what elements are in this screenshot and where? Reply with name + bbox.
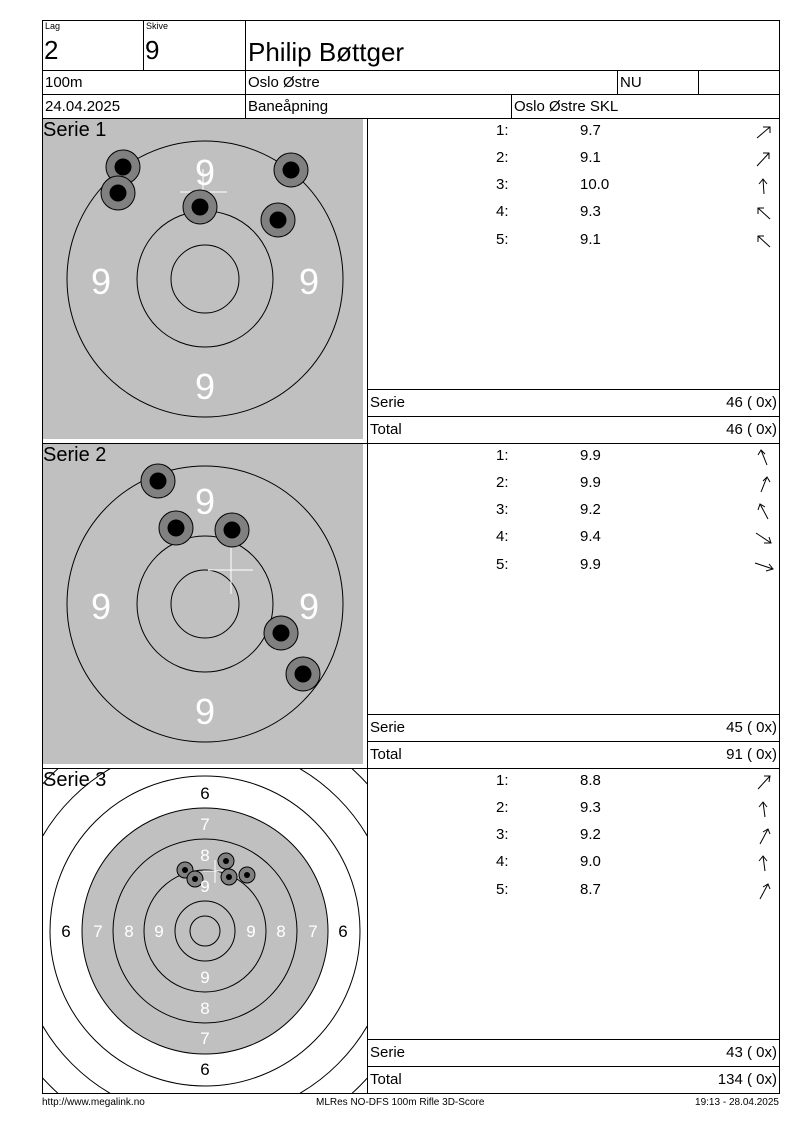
lag-label: Lag <box>45 21 61 31</box>
date-cell <box>42 94 246 119</box>
shot-number: 2: <box>496 474 509 491</box>
serie-value: 45 ( 0x) <box>726 719 777 736</box>
shot-row <box>368 474 779 494</box>
shot-number: 5: <box>496 231 509 248</box>
shot-value: 9.9 <box>580 474 601 491</box>
shot-hole <box>141 464 175 498</box>
serie-sum-row <box>368 1039 779 1066</box>
shot-number: 5: <box>496 556 509 573</box>
shot-value: 9.1 <box>580 149 601 166</box>
arrow-right-down-icon <box>753 556 775 576</box>
class-extra-cell <box>698 70 780 95</box>
ring-label-9: 9 <box>246 922 256 941</box>
shot-number: 1: <box>496 772 509 789</box>
shot-value: 9.2 <box>580 826 601 843</box>
target-face <box>43 444 368 769</box>
target-serie-2 <box>42 443 368 769</box>
arrow-up-icon <box>753 176 775 196</box>
shot-number: 4: <box>496 853 509 870</box>
skive-cell <box>143 20 246 71</box>
shot-value: 9.7 <box>580 122 601 139</box>
lag-value: 2 <box>44 35 59 65</box>
date: 24.04.2025 <box>45 98 121 115</box>
ring-label-9: 9 <box>154 922 164 941</box>
club: Oslo Østre <box>248 74 320 91</box>
shot-hole <box>264 616 298 650</box>
target-serie-3 <box>42 768 368 1094</box>
shot-value: 9.0 <box>580 853 601 870</box>
arrow-up-left-icon <box>753 203 775 223</box>
shot-row <box>368 149 779 169</box>
total-value: 134 ( 0x) <box>717 1071 777 1088</box>
shot-value: 9.9 <box>580 556 601 573</box>
shot-number: 2: <box>496 799 509 816</box>
shot-number: 2: <box>496 149 509 166</box>
shot-value: 9.1 <box>580 231 601 248</box>
shot-number: 3: <box>496 826 509 843</box>
organizer: Oslo Østre SKL <box>514 98 619 115</box>
arrow-up-icon <box>753 853 775 873</box>
arrow-up-right-icon <box>753 122 775 142</box>
shot-row <box>368 772 779 792</box>
serie-title: Serie 3 <box>43 769 107 791</box>
total-row <box>368 416 779 443</box>
shot-value: 9.9 <box>580 447 601 464</box>
footer-software: MLRes NO-DFS 100m Rifle 3D-Score <box>316 1097 485 1108</box>
ring-label-9: 9 <box>200 968 210 987</box>
arrow-up-right-icon <box>753 772 775 792</box>
event-cell <box>245 94 512 119</box>
shot-number: 4: <box>496 528 509 545</box>
arrow-up-icon <box>753 799 775 819</box>
serie-sum-row <box>368 389 779 416</box>
shot-row <box>368 853 779 873</box>
shots-serie-2 <box>367 443 780 769</box>
serie-label: Serie <box>370 719 406 736</box>
shot-value: 8.8 <box>580 772 601 789</box>
distance-cell <box>42 70 246 95</box>
ring-label-7: 7 <box>308 922 318 941</box>
shot-row <box>368 447 779 467</box>
shot-number: 3: <box>496 176 509 193</box>
arrow-up-left-icon <box>753 447 775 467</box>
total-row <box>368 741 779 768</box>
total-label: Total <box>370 1071 402 1088</box>
shot-row <box>368 203 779 223</box>
arrow-up-left-icon <box>753 231 775 251</box>
class: NU <box>620 74 642 91</box>
shots-serie-1 <box>367 118 780 444</box>
shot-value: 10.0 <box>580 176 610 193</box>
shot-row <box>368 799 779 819</box>
ring-label-8: 8 <box>124 922 134 941</box>
ring-label-6: 6 <box>61 922 71 941</box>
ring-label-7: 7 <box>200 1029 210 1048</box>
organizer-cell <box>511 94 780 119</box>
total-value: 46 ( 0x) <box>726 421 777 438</box>
ring-label: 9 <box>194 691 216 732</box>
shot-row <box>368 231 779 251</box>
shot-row <box>368 501 779 521</box>
ring-label: 9 <box>90 261 112 302</box>
ring-label-7: 7 <box>93 922 103 941</box>
target-face <box>43 119 368 444</box>
shot-number: 3: <box>496 501 509 518</box>
lag-cell <box>42 20 144 71</box>
footer-url[interactable]: http://www.megalink.no <box>42 1097 145 1108</box>
shot-hole <box>239 867 255 883</box>
ring-label: 9 <box>298 586 320 627</box>
serie-label: Serie <box>370 394 406 411</box>
shot-hole <box>286 657 320 691</box>
ring-label: 9 <box>194 481 216 522</box>
shot-number: 1: <box>496 447 509 464</box>
shot-number: 1: <box>496 122 509 139</box>
total-label: Total <box>370 421 402 438</box>
shot-row <box>368 881 779 901</box>
shot-row <box>368 826 779 846</box>
distance: 100m <box>45 74 83 91</box>
total-row <box>368 1066 779 1093</box>
shot-value: 9.2 <box>580 501 601 518</box>
serie-title: Serie 2 <box>43 444 107 466</box>
arrow-up-right-icon <box>753 826 775 846</box>
ring-label-6: 6 <box>338 922 348 941</box>
arrow-down-right-icon <box>753 528 775 548</box>
serie-value: 43 ( 0x) <box>726 1044 777 1061</box>
arrow-up-right-icon <box>753 881 775 901</box>
ring-label-7: 7 <box>200 815 210 834</box>
shot-hole <box>159 511 193 545</box>
ring-label-8: 8 <box>200 999 210 1018</box>
serie-title: Serie 1 <box>43 119 107 141</box>
ring-label-9: 9 <box>200 877 210 896</box>
target-face <box>43 769 368 1094</box>
shot-number: 5: <box>496 881 509 898</box>
serie-label: Serie <box>370 1044 406 1061</box>
skive-value: 9 <box>145 35 160 65</box>
ring-label: 9 <box>90 586 112 627</box>
shooter-name: Philip Bøttger <box>248 37 405 67</box>
shot-hole <box>101 176 135 210</box>
shot-hole <box>218 853 234 869</box>
shot-hole <box>261 203 295 237</box>
skive-label: Skive <box>146 21 169 31</box>
shot-value: 9.3 <box>580 799 601 816</box>
shot-value: 9.4 <box>580 528 601 545</box>
arrow-up-right-icon <box>753 149 775 169</box>
ring-label-8: 8 <box>200 846 210 865</box>
shot-hole <box>215 513 249 547</box>
ring-label: 9 <box>194 152 216 193</box>
shot-value: 8.7 <box>580 881 601 898</box>
total-value: 91 ( 0x) <box>726 746 777 763</box>
shot-hole <box>221 869 237 885</box>
ring-label: 9 <box>298 261 320 302</box>
shot-value: 9.3 <box>580 203 601 220</box>
club-cell <box>245 70 618 95</box>
serie-sum-row <box>368 714 779 741</box>
shot-row <box>368 556 779 576</box>
ring-label-8: 8 <box>276 922 286 941</box>
serie-value: 46 ( 0x) <box>726 394 777 411</box>
shot-hole <box>274 153 308 187</box>
footer-timestamp: 19:13 - 28.04.2025 <box>695 1097 779 1108</box>
class-cell <box>617 70 699 95</box>
shots-serie-3 <box>367 768 780 1094</box>
total-label: Total <box>370 746 402 763</box>
shot-hole <box>183 190 217 224</box>
ring-label-6: 6 <box>200 1060 210 1079</box>
shot-row <box>368 122 779 142</box>
shot-number: 4: <box>496 203 509 220</box>
ring-label-6: 6 <box>200 784 210 803</box>
ring-label: 9 <box>194 366 216 407</box>
arrow-up-left-icon <box>753 501 775 521</box>
shot-row <box>368 176 779 196</box>
event: Baneåpning <box>248 98 329 115</box>
shot-row <box>368 528 779 548</box>
shooter-cell <box>245 20 780 71</box>
target-serie-1 <box>42 118 368 444</box>
arrow-up-right-icon <box>753 474 775 494</box>
